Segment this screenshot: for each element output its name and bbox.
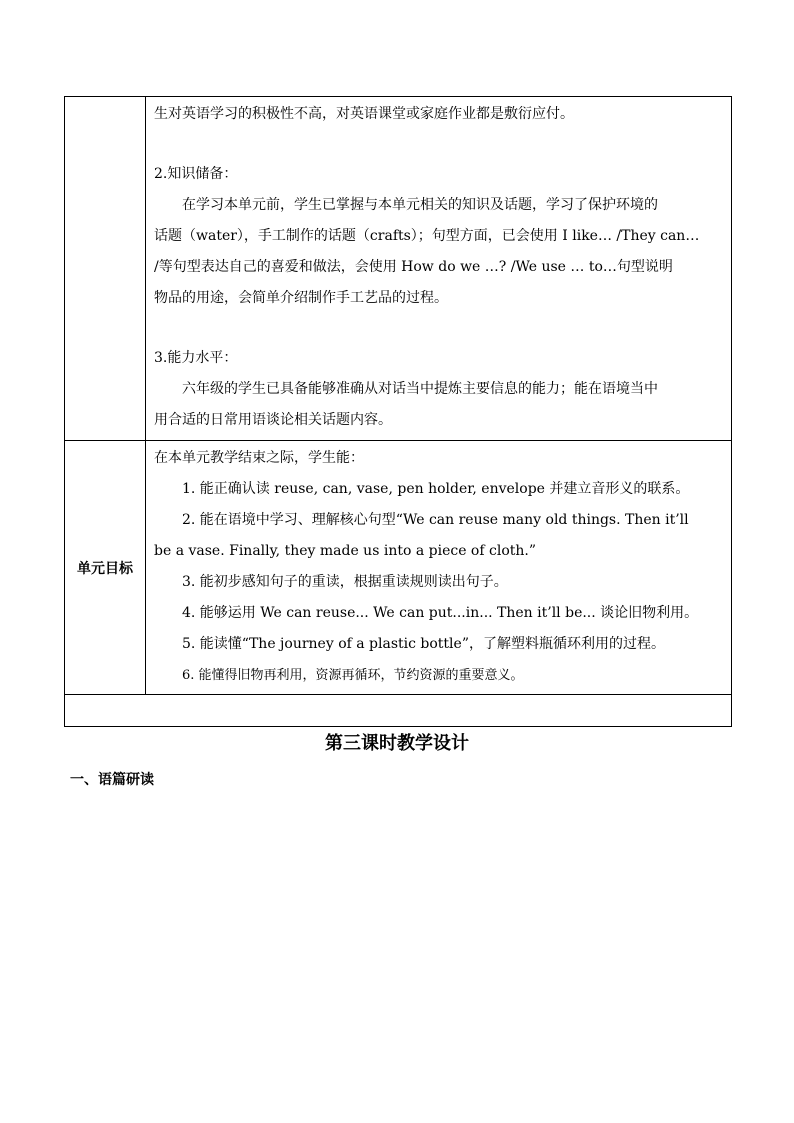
goal-item: 6. 能懂得旧物再利用，资源再循环，节约资源的重要意义。 <box>182 668 524 683</box>
ability-text-line: 六年级的学生已具备能够准确从对话当中提炼主要信息的能力；能在语境当中 <box>182 381 658 397</box>
analysis-content-cell <box>146 97 732 441</box>
text-study-heading: 一、语篇研读 <box>70 772 154 788</box>
goals-intro: 在本单元教学结束之际，学生能： <box>154 450 364 466</box>
knowledge-text-line: /等句型表达自己的喜爱和做法，会使用 How do we …? /We use … to…句型说明 <box>154 259 673 275</box>
goal-item: 2. 能在语境中学习、理解核心句型“We can reuse many old things. Then it’ll <box>182 512 689 528</box>
ability-text-line: 用合适的日常用语谈论相关话题内容。 <box>154 412 392 428</box>
knowledge-text-line: 物品的用途，会简单介绍制作手工艺品的过程。 <box>154 290 448 306</box>
empty-cell <box>65 695 732 727</box>
student-analysis-row <box>65 97 732 441</box>
lesson-design-title: 第三课时教学设计 <box>325 733 469 754</box>
goal-item: 4. 能够运用 We can reuse... We can put...in... Then it’ll be... 谈论旧物利用。 <box>182 605 699 621</box>
goal-item: 3. 能初步感知句子的重读，根据重读规则读出句子。 <box>182 574 508 590</box>
goal-item: 5. 能读懂“The journey of a plastic bottle”，了解塑料瓶循环利用的过程。 <box>182 636 665 652</box>
analysis-continued-text: 生对英语学习的积极性不高，对英语课堂或家庭作业都是敷衍应付。 <box>154 106 574 122</box>
unit-goals-content-cell <box>146 441 732 695</box>
ability-heading: 3.能力水平： <box>154 350 238 366</box>
knowledge-text-line: 在学习本单元前，学生已掌握与本单元相关的知识及话题，学习了保护环境的 <box>182 197 658 213</box>
goal-item-continued: be a vase. Finally, they made us into a piece of cloth.” <box>154 543 536 559</box>
empty-row <box>65 695 732 727</box>
goal-item: 1. 能正确认读 reuse, can, vase, pen holder, envelope 并建立音形义的联系。 <box>182 481 690 497</box>
knowledge-heading: 2.知识储备： <box>154 166 238 182</box>
unit-goals-label: 单元目标 <box>65 441 146 695</box>
analysis-label-cell <box>65 97 146 441</box>
unit-goals-row <box>65 441 732 695</box>
knowledge-text-line: 话题（water），手工制作的话题（crafts）；句型方面，已会使用 I like… /They can… <box>154 228 700 244</box>
unit-design-table <box>64 96 732 727</box>
